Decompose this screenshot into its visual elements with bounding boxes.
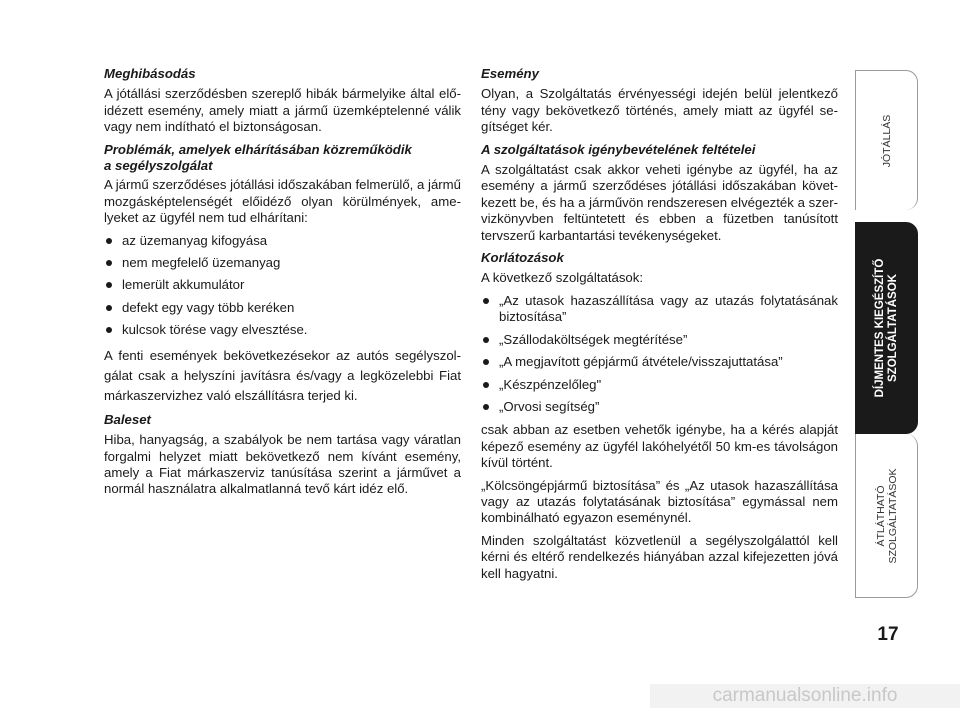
paragraph-fenti-esemenyek: A fenti események bekövetkezésekor az autós segélyszolgálat csak a helyszíni javításra és/vagy a legközelebbi Fiat márkaszervizhez való elszállításra terjed ki. bbox=[104, 347, 461, 403]
heading-esemeny: Esemény bbox=[481, 66, 539, 81]
list-item: kulcsok törése vagy elvesztése. bbox=[104, 322, 461, 338]
list-item: „Az utasok hazaszállítása vagy az utazás folytatásának biztosítása” bbox=[481, 293, 838, 326]
list-item: nem megfelelő üzemanyag bbox=[104, 255, 461, 271]
list-item: „A megjavított gépjármű átvétele/visszajuttatása” bbox=[481, 354, 838, 370]
bullet-list-problems bbox=[104, 233, 461, 339]
left-column bbox=[104, 66, 461, 504]
paragraph-baleset: Hiba, hanyagság, a szabályok be nem tartása vagy váratlan forgalmi helyzet miatt bekövetkező nem kívánt esemény, amely a Fiat márkaszerviz tanúsítása szerint a járművet a normál használatra alkalmatlanná tevő kárt idéz elő. bbox=[104, 432, 461, 497]
paragraph-kovetkezo: A következő szolgáltatások: bbox=[481, 270, 644, 286]
heading-feltetelek: A szolgáltatások igénybevételének feltételei bbox=[481, 141, 756, 157]
right-column bbox=[481, 66, 838, 588]
list-item: defekt egy vagy több keréken bbox=[104, 300, 461, 316]
tab-dijmentes-kiegeszito-szolgaltatasok[interactable] bbox=[855, 222, 918, 434]
paragraph-tavolsag: csak abban az esetben vehetők igénybe, ha a kérés alapját képező esemény az ügyfél lakóhelyétől 50 km-es távolságon kívül történt. bbox=[481, 422, 838, 471]
heading-meghibasodas: Meghibásodás bbox=[104, 66, 196, 81]
paragraph-feltetelek: A szolgáltatást csak akkor veheti igénybe az ügyfél, ha az esemény a jármű szerződéses jótállási időszakában következett be, és ha a járművön rendszeresen elvégezték a szervizkönyvben feltüntetett és ebben a füzetben tanúsított tervszerű karbantartási tevékenységeket. bbox=[481, 162, 838, 243]
list-item: „Szállodaköltségek megtérítése” bbox=[481, 332, 838, 348]
paragraph-minden-szolgaltatas: Minden szolgáltatást közvetlenül a segélyszolgálattól kell kérni és eltérő rendelkezés hiányában azzal kifejezetten jóvá kell hagyatni. bbox=[481, 532, 838, 581]
tab-dijmentes-label bbox=[874, 259, 900, 398]
tab-jotallas-text: JÓTÁLLÁS bbox=[880, 114, 893, 167]
list-item: lemerült akkumulátor bbox=[104, 277, 461, 293]
list-item: az üzemanyag kifogyása bbox=[104, 233, 461, 249]
watermark: carmanualsonline.info bbox=[650, 684, 960, 708]
paragraph-kolcsongepjarmu: „Kölcsöngépjármű biztosítása” és „Az utasok hazaszállítása vagy az utazás folytatásának biztosítása” egymással nem kombinálható egyazon eseménynél. bbox=[481, 477, 838, 526]
bullet-list-services bbox=[481, 293, 838, 415]
tab-atlathato-szolgaltatasok[interactable] bbox=[855, 434, 918, 598]
tab-dijmentes-text-line1: DÍJMENTES KIEGÉSZÍTŐ bbox=[873, 258, 886, 398]
heading-baleset: Baleset bbox=[104, 411, 151, 427]
heading-problemak-line1: Problémák, amelyek elhárításában közreműködik bbox=[104, 141, 412, 157]
tab-dijmentes-text-line2: SZOLGÁLTATÁSOK bbox=[886, 274, 899, 382]
list-item: „Készpénzelőleg" bbox=[481, 377, 838, 393]
tab-jotallas[interactable] bbox=[855, 70, 918, 210]
tab-atlathato-text-line1: ÁTLÁTHATÓ bbox=[874, 484, 887, 547]
heading-problemak-line2: a segélyszolgálat bbox=[104, 158, 213, 174]
paragraph-esemeny: Olyan, a Szolgáltatás érvényességi idején belül jelentkező tény vagy bekövetkező történés, amely miatt az ügyfél segítséget kér. bbox=[481, 86, 838, 135]
tab-atlathato-label bbox=[875, 468, 899, 563]
page-number: 17 bbox=[877, 624, 899, 645]
heading-korlatozasok: Korlátozások bbox=[481, 250, 564, 266]
tab-jotallas-label bbox=[881, 114, 893, 167]
paragraph-meghibasodas: A jótállási szerződésben szereplő hibák bármelyike által előidézett esemény, amely miatt a jármű üzemképtelenné válik vagy nem indítható el biztonságosan. bbox=[104, 86, 461, 135]
paragraph-problemak: A jármű szerződéses jótállási időszakában felmerülő, a jármű mozgásképtelenségét előidéző olyan körülmények, amelyeket az ügyfél nem tud elhárítani: bbox=[104, 177, 461, 226]
tab-atlathato-text-line2: SZOLGÁLTATÁSOK bbox=[886, 467, 899, 564]
list-item: „Orvosi segítség” bbox=[481, 399, 838, 415]
heading-problemak bbox=[104, 142, 461, 175]
